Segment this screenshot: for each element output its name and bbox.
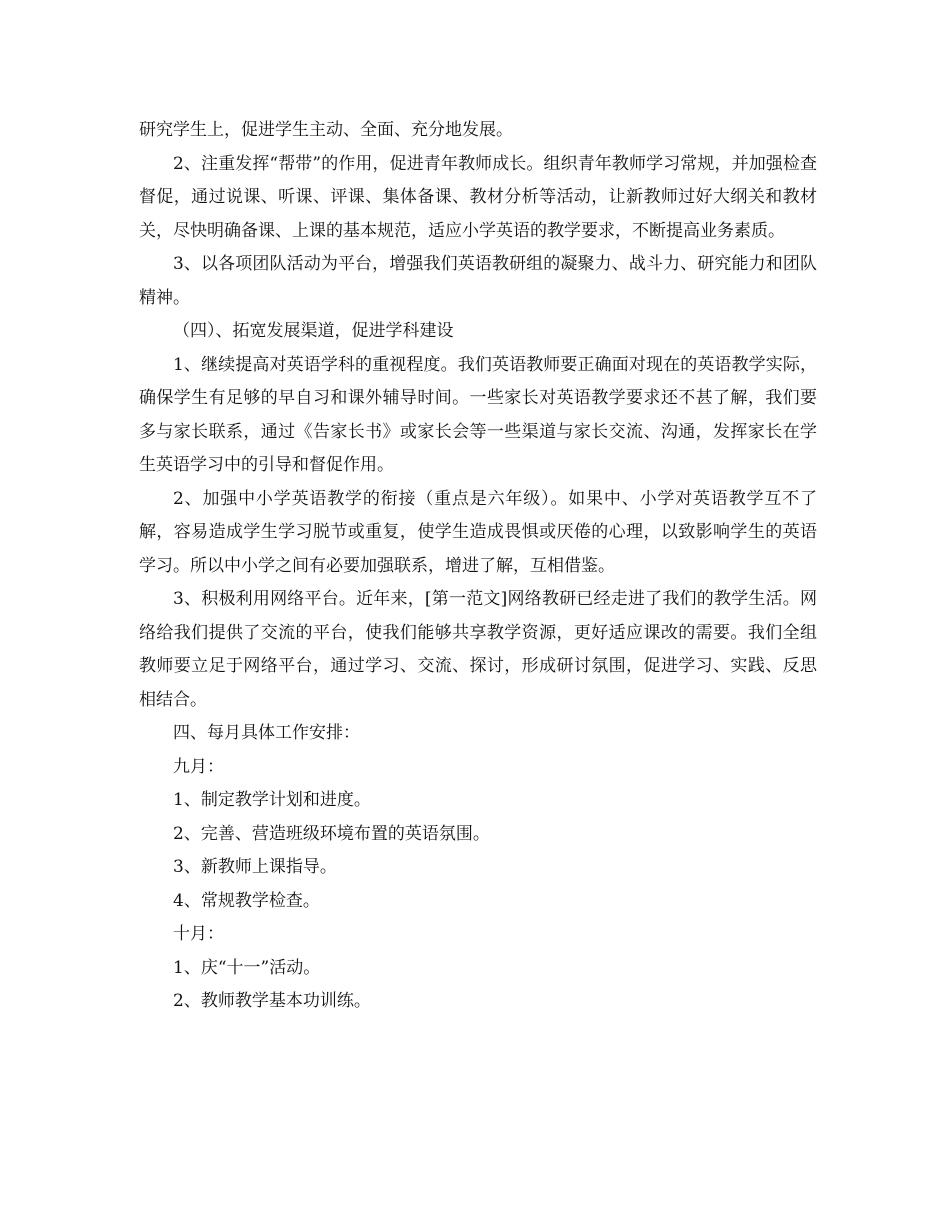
- list-item: 2、完善、营造班级环境布置的英语氛围。: [173, 823, 490, 844]
- paragraph: 2、加强中小学英语教学的衔接（重点是六年级）。如果中、小学对英语教学互不了解，容易造成学生学习脱节或重复，使学生造成畏惧或厌倦的心理，以致影响学生的英语学习。所以中小学之间有必要加强联系，增进了解，互相借鉴。: [139, 488, 817, 576]
- paragraph: 研究学生上，促进学生主动、全面、充分地发展。: [139, 120, 513, 140]
- list-item: 1、庆“十一”活动。: [173, 957, 321, 978]
- list-item: 2、教师教学基本功训练。: [173, 991, 371, 1011]
- list-item: 4、常规教学检查。: [173, 890, 320, 911]
- section-heading: 四、每月具体工作安排：: [173, 723, 360, 743]
- section-heading: （四）、拓宽发展渠道，促进学科建设: [173, 321, 454, 341]
- paragraph: 1、继续提高对英语学科的重视程度。我们英语教师要正确面对现在的英语教学实际，确保学生有足够的早自习和课外辅导时间。一些家长对英语教学要求还不甚了解，我们要多与家长联系，通过《告家长书》或家长会等一些渠道与家长交流、沟通，发挥家长在学生英语学习中的引导和督促作用。: [139, 354, 817, 475]
- list-item: 3、新教师上课指导。: [173, 857, 337, 877]
- month-heading: 九月：: [173, 756, 224, 777]
- paragraph: 2、注重发挥“帮带”的作用，促进青年教师成长。组织青年教师学习常规，并加强检查督促，通过说课、听课、评课、集体备课、教材分析等活动，让新教师过好大纲关和教材关，尽快明确备课、上课的基本规范，适应小学英语的教学要求，不断提高业务素质。: [139, 153, 817, 241]
- month-heading: 十月：: [173, 924, 224, 944]
- list-item: 1、制定教学计划和进度。: [173, 790, 371, 810]
- document-body: [139, 114, 817, 1019]
- paragraph: 3、积极利用网络平台。近年来，[第一范文]网络教研已经走进了我们的教学生活。网络给我们提供了交流的平台，使我们能够共享教学资源，更好适应课改的需要。我们全组教师要立足于网络平台，通过学习、交流、探讨，形成研讨氛围，促进学习、实践、反思相结合。: [139, 589, 817, 710]
- paragraph: 3、以各项团队活动为平台，增强我们英语教研组的凝聚力、战斗力、研究能力和团队精神。: [139, 254, 817, 308]
